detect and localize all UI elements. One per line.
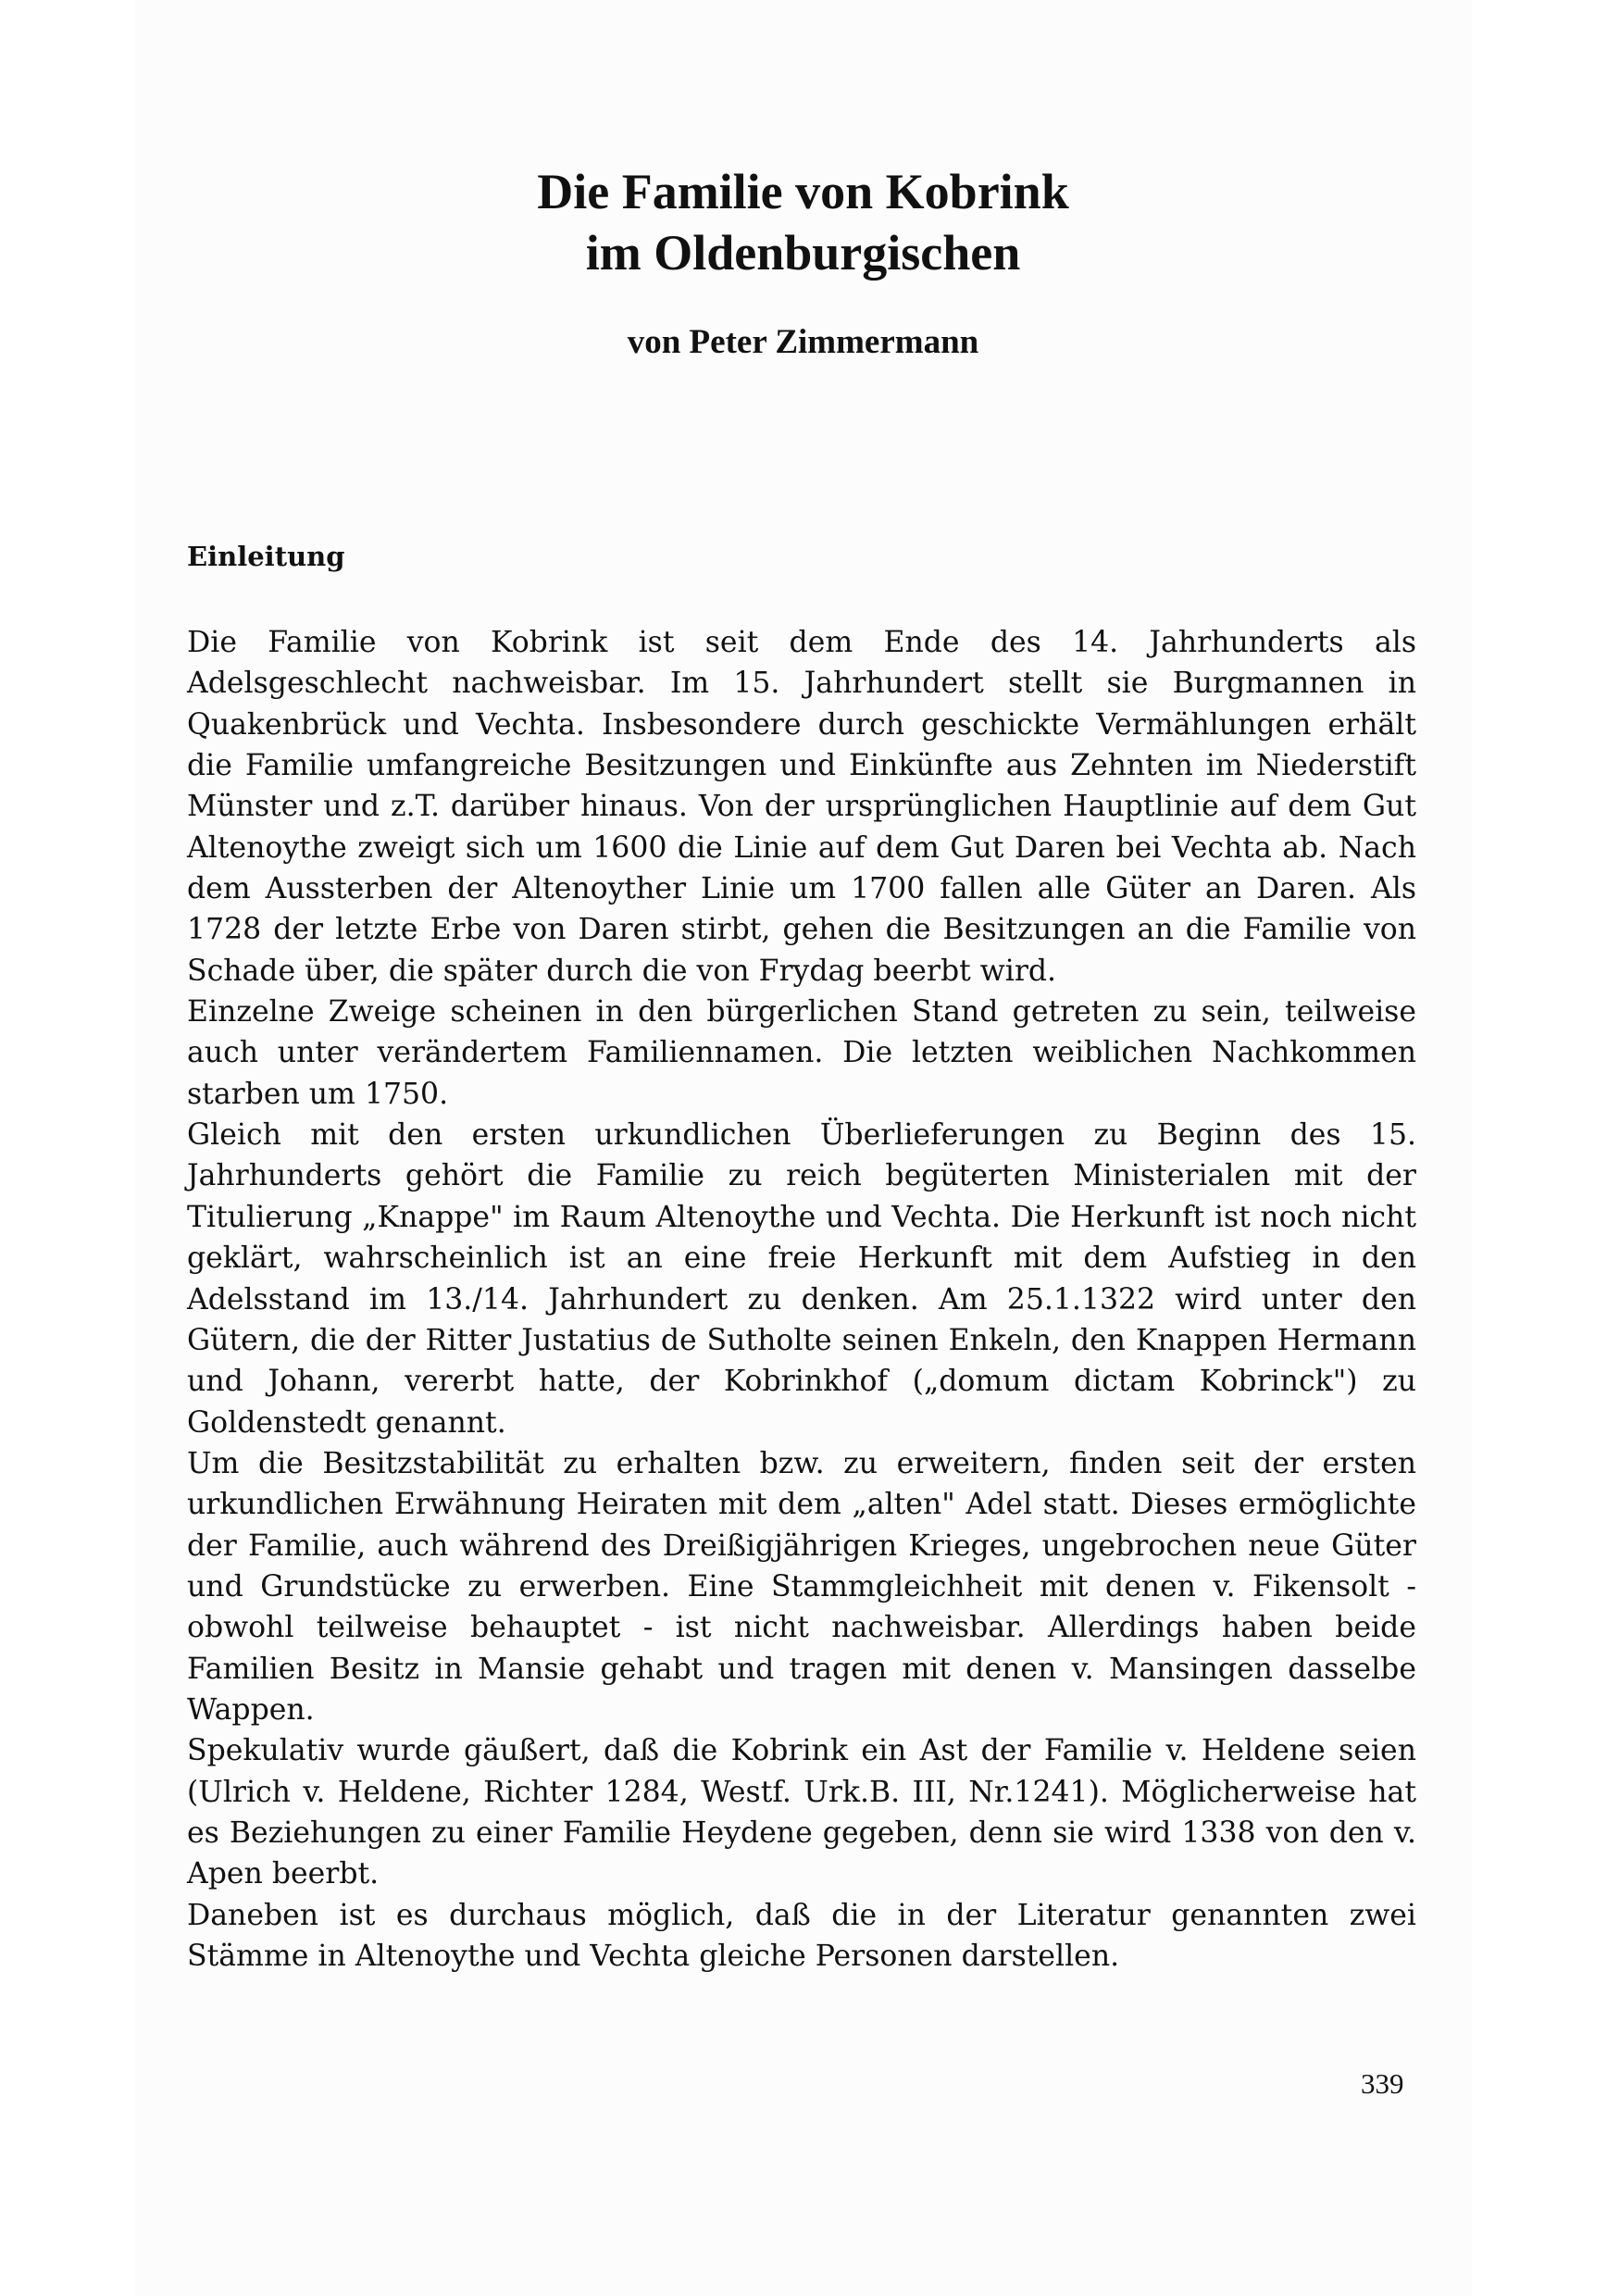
paragraph-1: Die Familie von Kobrink ist seit dem Ende des 14. Jahrhunderts als Adelsgeschlecht nachweisbar. Im 15. Jahrhundert stellt sie Burgmannen in Quakenbrück und Vechta. Insbesondere durch geschickte Vermählungen erhält die Familie umfangreiche Besitzungen und Einkünfte aus Zehnten im Niederstift Münster und z.T. darüber hinaus. Von der ursprünglichen Hauptlinie auf dem Gut Altenoythe zweigt sich um 1600 die Linie auf dem Gut Daren bei Vechta ab. Nach dem Aussterben der Altenoyther Linie um 1700 fallen alle Güter an Daren. Als 1728 der letzte Erbe von Daren stirbt, gehen die Besitzungen an die Familie von Schade über, die später durch die von Frydag beerbt wird.	[187, 626, 1416, 988]
article-title-line-1: Die Familie von Kobrink	[537, 164, 1069, 219]
paragraph-5: Spekulativ wurde gäußert, daß die Kobrink ein Ast der Familie v. Heldene seien (Ulrich v. Heldene, Richter 1284, Westf. Urk.B. III, Nr.1241). Möglicherweise hat es Beziehungen zu einer Familie Heydene gegeben, denn sie wird 1338 von den v. Apen beerbt.	[187, 1734, 1416, 1891]
paragraph-2: Einzelne Zweige scheinen in den bürgerlichen Stand getreten zu sein, teilweise auch unter verändertem Familiennamen. Die letzten weiblichen Nachkommen starben um 1750.	[187, 995, 1416, 1111]
paragraph-4: Um die Besitzstabilität zu erhalten bzw. zu erweitern, finden seit der ersten urkundlichen Erwähnung Heiraten mit dem „alten" Adel statt. Dieses ermöglichte der Familie, auch während des Dreißigjährigen Krieges, ungebrochen neue Güter und Grundstücke zu erwerben. Eine Stammgleichheit mit denen v. Fikensolt - obwohl teilweise behauptet - ist nicht nachweisbar. Allerdings haben beide Familien Besitz in Mansie gehabt und tragen mit denen v. Mansingen dasselbe Wappen.	[187, 1446, 1416, 1727]
article-author: von Peter Zimmermann	[627, 323, 979, 361]
article-body	[187, 622, 1416, 1977]
paragraph-3: Gleich mit den ersten urkundlichen Überlieferungen zu Beginn des 15. Jahrhunderts gehört die Familie zu reich begüterten Ministerialen mit der Titulierung „Knappe" im Raum Altenoythe und Vechta. Die Herkunft ist noch nicht geklärt, wahrscheinlich ist an eine freie Herkunft mit dem Aufstieg in den Adelsstand im 13./14. Jahrhundert zu denken. Am 25.1.1322 wird unter den Gütern, die der Ritter Justatius de Sutholte seinen Enkeln, den Knappen Hermann und Johann, vererbt hatte, der Kobrinkhof („domum dictam Kobrinck") zu Goldenstedt genannt.	[187, 1118, 1416, 1440]
paragraph-6: Daneben ist es durchaus möglich, daß die in der Literatur genannten zwei Stämme in Altenoythe und Vechta gleiche Personen darstellen.	[187, 1898, 1416, 1973]
page-number: 339	[1361, 2067, 1404, 2100]
article-title	[134, 162, 1472, 284]
section-heading: Einleitung	[187, 541, 345, 572]
article-title-line-2: im Oldenburgischen	[585, 224, 1021, 281]
document-page	[134, 0, 1472, 2296]
